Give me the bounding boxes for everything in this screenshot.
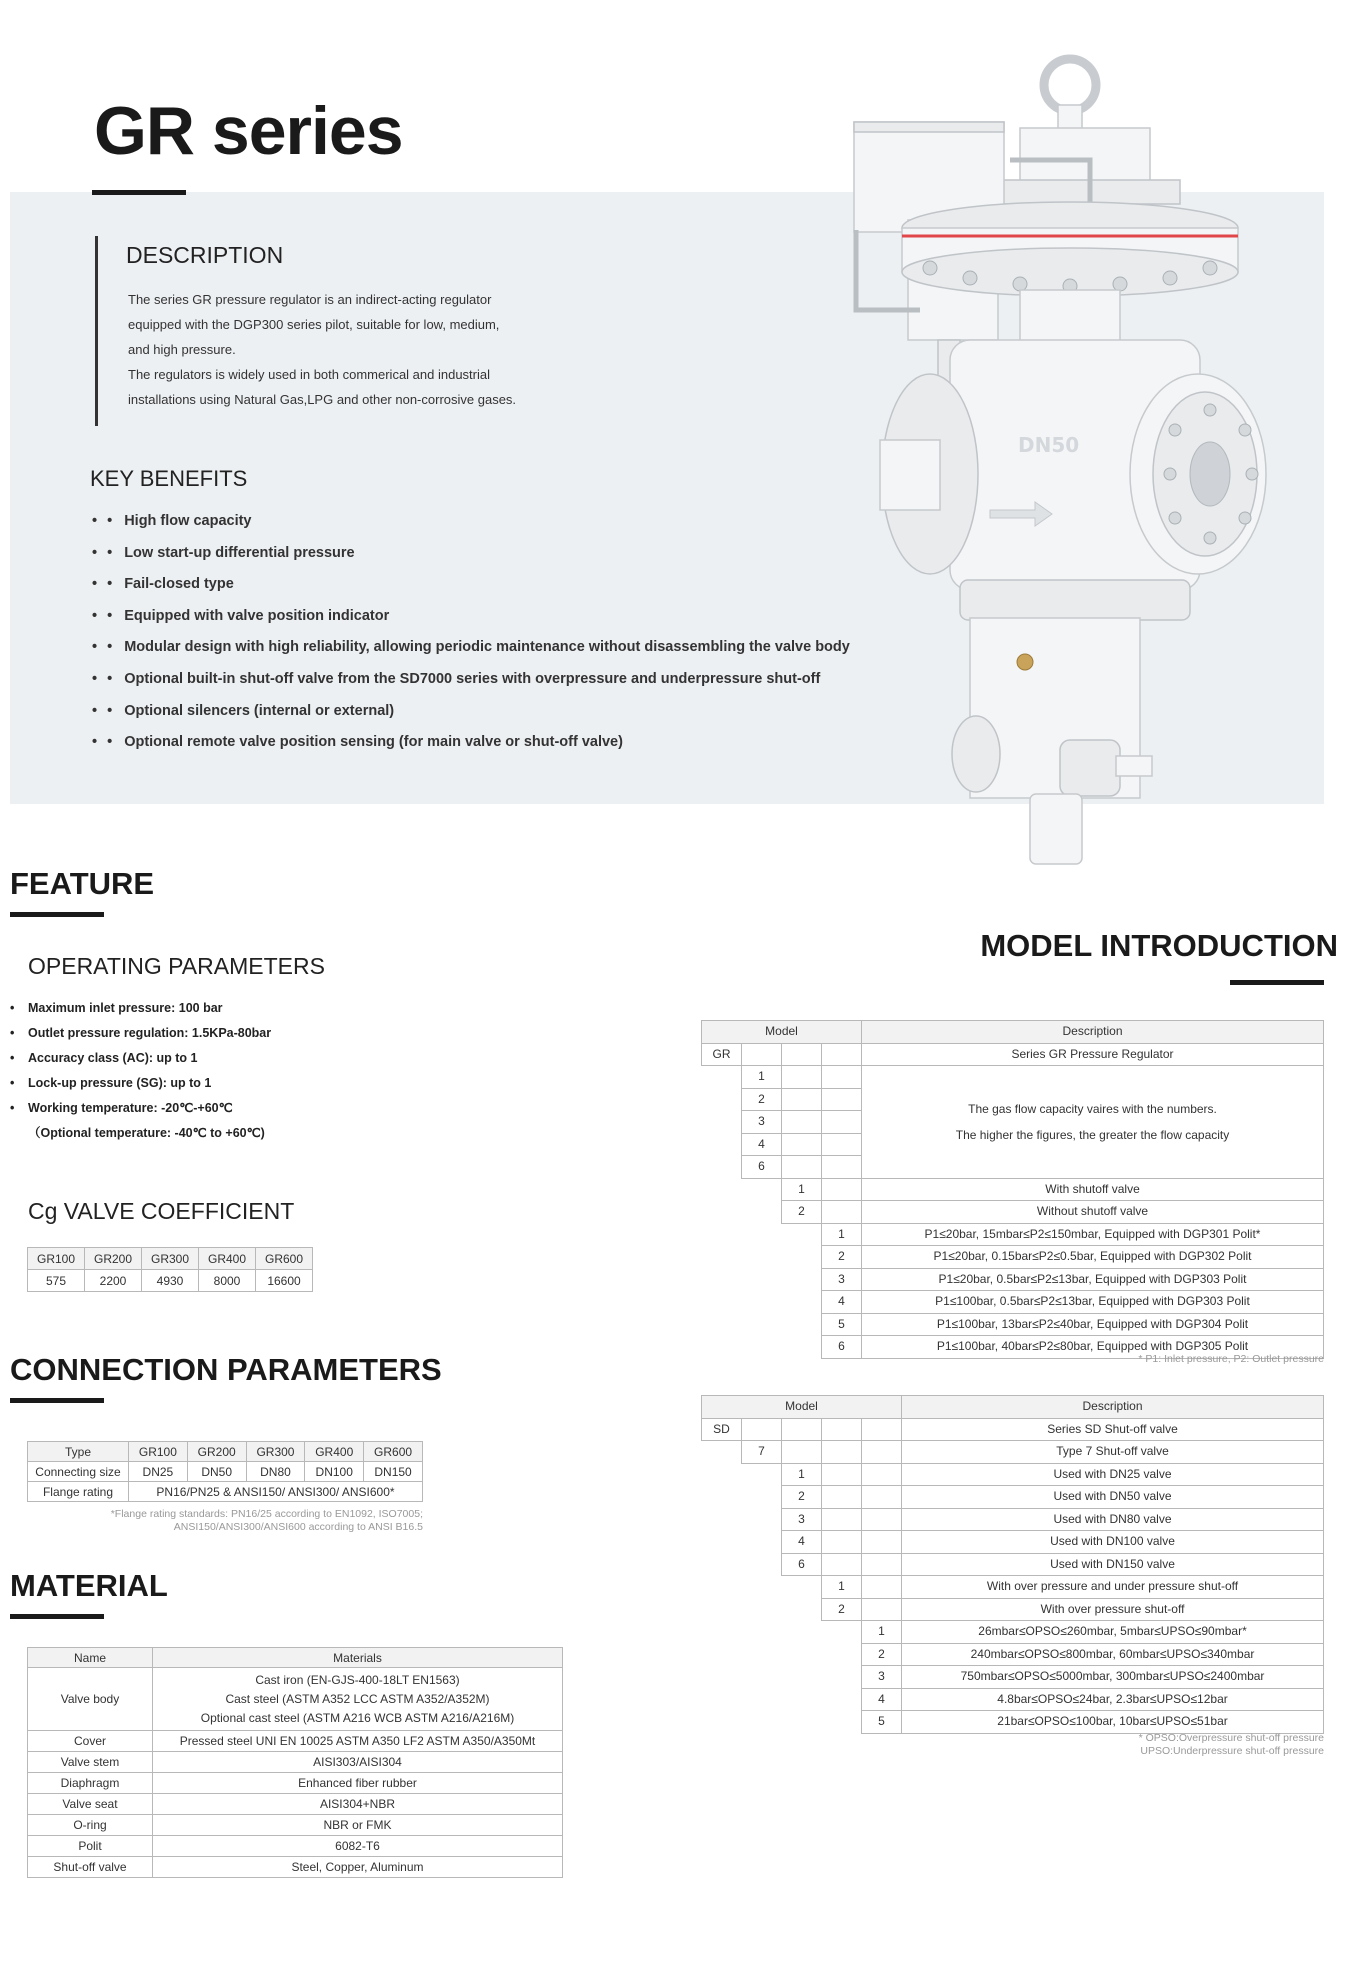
sd-code: SD <box>702 1418 742 1441</box>
description-line: The regulators is widely used in both commerical and industrial <box>128 367 491 382</box>
connection-header: GR400 <box>305 1442 364 1462</box>
connection-size: DN150 <box>364 1462 423 1482</box>
gr-size-code: 6 <box>742 1156 782 1179</box>
gr-pilot-desc: P1≤20bar, 0.15bar≤P2≤0.5bar, Equipped with DGP302 Polit <box>862 1246 1324 1269</box>
benefit-item: • • Optional built-in shut-off valve from the SD7000 series with overpressure and underpressure shut-off <box>92 664 850 696</box>
gr-size-code: 1 <box>742 1066 782 1089</box>
gr-pilot-desc: P1≤100bar, 40bar≤P2≤80bar, Equipped with DGP305 Polit <box>862 1336 1324 1359</box>
sd-range-desc: 4.8bar≤OPSO≤24bar, 2.3bar≤UPSO≤12bar <box>902 1688 1324 1711</box>
description-line: and high pressure. <box>128 342 236 357</box>
sd-size-code: 3 <box>782 1508 822 1531</box>
gr-size-code: 2 <box>742 1088 782 1111</box>
connection-header: GR300 <box>246 1442 305 1462</box>
sd-size-desc: Used with DN150 valve <box>902 1553 1324 1576</box>
material-name: O-ring <box>28 1815 153 1836</box>
cg-header: GR600 <box>256 1248 313 1270</box>
parameter-item: • Accuracy class (AC): up to 1 <box>10 1051 198 1065</box>
gr-shutoff-desc: Without shutoff valve <box>862 1201 1324 1224</box>
connection-header: GR100 <box>129 1442 188 1462</box>
sd-size-code: 2 <box>782 1486 822 1509</box>
sd-mode-code: 2 <box>822 1598 862 1621</box>
sd-type-desc: Type 7 Shut-off valve <box>902 1441 1324 1464</box>
benefit-item: • • Low start-up differential pressure <box>92 538 850 570</box>
gr-size-code: 3 <box>742 1111 782 1134</box>
key-benefits-list <box>92 506 850 759</box>
connection-underline <box>10 1398 104 1403</box>
feature-heading: FEATURE <box>10 866 155 901</box>
page-title: GR series <box>94 93 403 169</box>
sd-range-code: 2 <box>862 1643 902 1666</box>
description-line: The series GR pressure regulator is an indirect-acting regulator <box>128 292 492 307</box>
sd-mode-desc: With over pressure shut-off <box>902 1598 1324 1621</box>
gr-shutoff-code: 2 <box>782 1201 822 1224</box>
cg-header: GR300 <box>142 1248 199 1270</box>
material-name: Cover <box>28 1731 153 1752</box>
model-intro-underline <box>1230 980 1324 985</box>
key-benefits-heading: KEY BENEFITS <box>90 466 248 491</box>
description-line: installations using Natural Gas,LPG and other non-corrosive gases. <box>128 392 517 407</box>
connection-size: DN25 <box>129 1462 188 1482</box>
material-heading: MATERIAL <box>10 1568 168 1603</box>
model-intro-heading: MODEL INTRODUCTION <box>980 928 1338 963</box>
gr-code: GR <box>702 1043 742 1066</box>
connection-size: DN100 <box>305 1462 364 1482</box>
sd-range-code: 4 <box>862 1688 902 1711</box>
gr-pilot-code: 6 <box>822 1336 862 1359</box>
cg-value: 8000 <box>199 1270 256 1292</box>
gr-code-desc: Series GR Pressure Regulator <box>862 1043 1324 1066</box>
benefit-item: • • Equipped with valve position indicator <box>92 601 850 633</box>
material-value: Cast iron (EN-GJS-400-18LT EN1563) Cast steel (ASTM A352 LCC ASTM A352/A352M) Optional cast steel (ASTM A216 WCB ASTM A216/A216M) <box>153 1668 563 1731</box>
gr-note: * P1: Inlet pressure, P2: Outlet pressure <box>1138 1353 1324 1365</box>
sd-range-desc: 240mbar≤OPSO≤800mbar, 60mbar≤UPSO≤340mbar <box>902 1643 1324 1666</box>
material-name: Valve seat <box>28 1794 153 1815</box>
benefit-item: • • Modular design with high reliability, allowing periodic maintenance without disassembling the valve body <box>92 632 850 664</box>
cg-header: GR100 <box>28 1248 85 1270</box>
sd-range-code: 1 <box>862 1621 902 1644</box>
body-marking: DN50 <box>1018 433 1080 457</box>
cg-value: 16600 <box>256 1270 313 1292</box>
material-name: Valve body <box>28 1668 153 1731</box>
connection-header: GR200 <box>187 1442 246 1462</box>
sd-model-table <box>701 1395 1324 1734</box>
description-text <box>128 287 558 412</box>
description-line: equipped with the DGP300 series pilot, suitable for low, medium, <box>128 317 500 332</box>
sd-size-code: 6 <box>782 1553 822 1576</box>
material-name: Valve stem <box>28 1752 153 1773</box>
material-value: Enhanced fiber rubber <box>153 1773 563 1794</box>
sd-size-desc: Used with DN25 valve <box>902 1463 1324 1486</box>
sd-size-code: 4 <box>782 1531 822 1554</box>
material-value: AISI304+NBR <box>153 1794 563 1815</box>
gr-pilot-code: 1 <box>822 1223 862 1246</box>
connection-size: DN50 <box>187 1462 246 1482</box>
sd-mode-code: 1 <box>822 1576 862 1599</box>
gr-pilot-desc: P1≤20bar, 0.5bar≤P2≤13bar, Equipped with DGP303 Polit <box>862 1268 1324 1291</box>
material-value: Pressed steel UNI EN 10025 ASTM A350 LF2 ASTM A350/A350Mt <box>153 1731 563 1752</box>
material-value: Steel, Copper, Aluminum <box>153 1857 563 1878</box>
cg-heading: Cg VALVE COEFFICIENT <box>28 1198 295 1224</box>
sd-range-desc: 750mbar≤OPSO≤5000mbar, 300mbar≤UPSO≤2400mbar <box>902 1666 1324 1689</box>
material-name: Polit <box>28 1836 153 1857</box>
description-rule <box>95 236 98 426</box>
gr-pilot-code: 3 <box>822 1268 862 1291</box>
benefit-item: • • High flow capacity <box>92 506 850 538</box>
sd-col-model: Model <box>702 1396 902 1419</box>
material-value: 6082-T6 <box>153 1836 563 1857</box>
parameter-item: • Maximum inlet pressure: 100 bar <box>10 1001 223 1015</box>
sd-type-code: 7 <box>742 1441 782 1464</box>
benefit-item: • • Optional remote valve position sensing (for main valve or shut-off valve) <box>92 727 850 759</box>
material-table <box>27 1647 563 1878</box>
gr-size-code: 4 <box>742 1133 782 1156</box>
cg-value: 4930 <box>142 1270 199 1292</box>
sd-note: * OPSO:Overpressure shut-off pressure UPSO:Underpressure shut-off pressure <box>1138 1732 1324 1757</box>
connection-table <box>27 1441 423 1502</box>
sd-size-desc: Used with DN50 valve <box>902 1486 1324 1509</box>
parameter-item: • Outlet pressure regulation: 1.5KPa-80bar <box>10 1026 272 1040</box>
material-value: AISI303/AISI304 <box>153 1752 563 1773</box>
operating-parameters-list <box>10 996 271 1146</box>
sd-mode-desc: With over pressure and under pressure shut-off <box>902 1576 1324 1599</box>
sd-size-desc: Used with DN100 valve <box>902 1531 1324 1554</box>
material-name: Diaphragm <box>28 1773 153 1794</box>
gr-model-table <box>701 1020 1324 1359</box>
sd-range-code: 3 <box>862 1666 902 1689</box>
cg-table <box>27 1247 313 1292</box>
flange-rating-value: PN16/PN25 & ANSI150/ ANSI300/ ANSI600* <box>129 1482 423 1502</box>
connection-size: DN80 <box>246 1462 305 1482</box>
title-underline <box>92 190 186 195</box>
operating-parameters-heading: OPERATING PARAMETERS <box>28 953 325 979</box>
material-header: Materials <box>153 1648 563 1668</box>
material-value: NBR or FMK <box>153 1815 563 1836</box>
cg-value: 2200 <box>85 1270 142 1292</box>
sd-code-desc: Series SD Shut-off valve <box>902 1418 1324 1441</box>
cg-value: 575 <box>28 1270 85 1292</box>
gr-pilot-desc: P1≤100bar, 13bar≤P2≤40bar, Equipped with DGP304 Polit <box>862 1313 1324 1336</box>
connection-header: GR600 <box>364 1442 423 1462</box>
gr-pilot-code: 5 <box>822 1313 862 1336</box>
sd-size-code: 1 <box>782 1463 822 1486</box>
gr-pilot-desc: P1≤20bar, 15mbar≤P2≤150mbar, Equipped with DGP301 Polit* <box>862 1223 1324 1246</box>
benefit-item: • • Optional silencers (internal or external) <box>92 696 850 728</box>
sd-range-desc: 21bar≤OPSO≤100bar, 10bar≤UPSO≤51bar <box>902 1711 1324 1734</box>
connection-row-label: Flange rating <box>28 1482 129 1502</box>
sd-range-code: 5 <box>862 1711 902 1734</box>
gr-shutoff-code: 1 <box>782 1178 822 1201</box>
parameter-note: （Optional temperature: -40℃ to +60℃) <box>28 1126 265 1140</box>
parameter-item: • Working temperature: -20℃-+60℃ <box>10 1101 233 1115</box>
sd-range-desc: 26mbar≤OPSO≤260mbar, 5mbar≤UPSO≤90mbar* <box>902 1621 1324 1644</box>
gr-col-description: Description <box>862 1021 1324 1044</box>
connection-header: Type <box>28 1442 129 1462</box>
cg-header: GR400 <box>199 1248 256 1270</box>
sd-size-desc: Used with DN80 valve <box>902 1508 1324 1531</box>
gr-pilot-desc: P1≤100bar, 0.5bar≤P2≤13bar, Equipped with DGP303 Polit <box>862 1291 1324 1314</box>
gr-pilot-code: 4 <box>822 1291 862 1314</box>
connection-note: *Flange rating standards: PN16/25 according to EN1092, ISO7005; ANSI150/ANSI300/ANSI600 according to ANSI B16.5 <box>110 1508 423 1533</box>
description-heading: DESCRIPTION <box>126 242 284 268</box>
material-header: Name <box>28 1648 153 1668</box>
gr-size-desc: The gas flow capacity vaires with the numbers. The higher the figures, the greater the flow capacity <box>862 1066 1324 1179</box>
sd-col-description: Description <box>902 1396 1324 1419</box>
gr-shutoff-desc: With shutoff valve <box>862 1178 1324 1201</box>
material-underline <box>10 1614 104 1619</box>
benefit-item: • • Fail-closed type <box>92 569 850 601</box>
material-name: Shut-off valve <box>28 1857 153 1878</box>
connection-heading: CONNECTION PARAMETERS <box>10 1352 442 1387</box>
gr-pilot-code: 2 <box>822 1246 862 1269</box>
regulator-product-image <box>820 50 1270 890</box>
feature-underline <box>10 912 104 917</box>
parameter-item: • Lock-up pressure (SG): up to 1 <box>10 1076 212 1090</box>
connection-row-label: Connecting size <box>28 1462 129 1482</box>
gr-col-model: Model <box>702 1021 862 1044</box>
cg-header: GR200 <box>85 1248 142 1270</box>
